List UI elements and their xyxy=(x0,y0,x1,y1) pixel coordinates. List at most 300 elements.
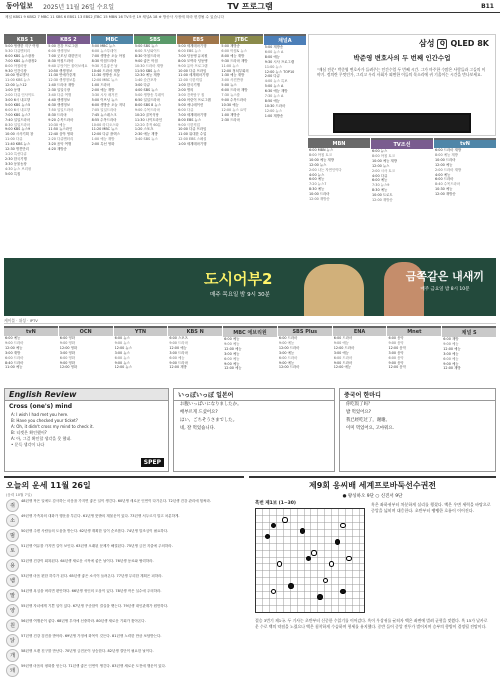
fortune-row xyxy=(4,663,244,678)
program-listing: 10:00 드라마 xyxy=(309,192,330,197)
program-listing: 8:30 아침드라마 xyxy=(134,53,160,58)
program-listing: 8:00 아침 토크 xyxy=(309,152,332,157)
program-listing: 3:00 드라마 xyxy=(169,350,188,355)
tv-schedule-right xyxy=(308,138,496,256)
program-listing: 9:00 좋은 아침 xyxy=(134,58,158,63)
lesson-line: はい、ごちそうさまでした。 xyxy=(180,418,238,423)
program-listing: 11:00 뉴스 xyxy=(221,63,239,68)
page-header xyxy=(0,0,500,13)
channel-name[interactable]: SBS xyxy=(134,36,176,44)
program-listing: 12:00 드라마 xyxy=(278,365,300,370)
channel-column xyxy=(308,138,370,256)
channel-column xyxy=(434,138,496,256)
fortune-note: (음력 10월 7일) xyxy=(6,493,32,497)
program-listing: 5:00 MBC 뉴스 xyxy=(91,44,116,48)
fortune-row xyxy=(4,498,244,513)
channel-column xyxy=(168,326,222,384)
lesson-line: 배부르게 드셨어요? xyxy=(180,410,218,415)
tv-image xyxy=(333,113,471,133)
program-listing: 3:40 다큐 여행 xyxy=(48,93,72,98)
fortune-row xyxy=(4,558,244,573)
program-listing: 10:00 시사기획 창 xyxy=(5,132,34,137)
black-stone xyxy=(306,556,312,562)
black-stone xyxy=(335,539,341,545)
program-listing: 9:00 유아 프로그램 xyxy=(178,63,208,68)
zodiac-animal-icon: 용 xyxy=(6,559,19,572)
japanese-box xyxy=(173,388,335,472)
program-listing: 6:00 아침& 뉴스 xyxy=(221,48,247,53)
white-stone xyxy=(311,550,317,556)
channel-name[interactable]: OCN xyxy=(59,328,113,336)
promo-subtitle: 매주 목요일 밤 9시 30분 xyxy=(210,292,270,298)
channel-column xyxy=(333,326,387,384)
fortune-row xyxy=(4,543,244,558)
program-listing: 6:00 예능 xyxy=(224,356,240,361)
program-listing: 6:00 EBS 뉴스 xyxy=(178,48,202,53)
diagram-label: 흑번 제1보 (1~30) xyxy=(255,501,296,506)
program-listing: 2:00 명의 xyxy=(178,88,194,93)
lesson-line: A: I wish I had met you here. xyxy=(11,412,69,417)
program-listing: 5:00 재방송 xyxy=(264,45,284,49)
program-listing: 1:00 재방송 xyxy=(264,113,284,118)
program-listing: 1:00 한국기행 xyxy=(178,83,200,88)
program-listing: 5:30 다큐멘터리 xyxy=(5,48,31,53)
brand-name: 삼성 xyxy=(418,39,435,48)
channel-column xyxy=(371,138,433,256)
channel-name[interactable]: MBC 에브리원 xyxy=(223,328,277,337)
program-listing: 12:00 재방 xyxy=(443,366,461,371)
lesson-line: 밥 먹었어요? xyxy=(346,410,371,415)
channel-column xyxy=(387,326,441,384)
page-number: B11 xyxy=(481,2,494,10)
program-listing: 12:00 EBS 스페셜 xyxy=(178,137,207,142)
english-phrase: Cross (one's) mind xyxy=(9,403,73,410)
channel-name[interactable]: EBS xyxy=(177,36,219,44)
program-listing: 11:50 SBS 뉴스 xyxy=(134,68,160,73)
ad-body: "재심 전문" 박준영 변호사가 들려주는 인간수업 두 번째 시간. 그가 마주한 수많은 사람들과 그들의 이야기. 정의란 무엇인가, 그리고 우리 사회가 외면한 이들의 목소리에 귀 기울이는 시간을 만나보세요. xyxy=(317,67,486,78)
program-listing: 12:20 추적 60분 xyxy=(134,122,161,127)
program-listing: 8:00 아침 토크 xyxy=(372,153,395,158)
white-stone xyxy=(282,517,288,523)
promo-right xyxy=(406,270,484,296)
program-listing: 2:30 드라마 xyxy=(221,117,240,122)
program-listing: 10:30 드라마 재방 xyxy=(134,63,164,68)
channel-name[interactable]: tvN xyxy=(4,328,58,336)
program-listing: 7:00 생방송 오늘 아침 xyxy=(91,53,126,58)
fortune-text: 55년생 자녀에게 기쁜 일이 있다. 67년생 꾸준함이 결실을 맺는다. 79년생 대인관계가 원만하다. xyxy=(21,604,169,608)
program-listing: 6:00 드라마 xyxy=(278,355,298,360)
fortune-row xyxy=(4,603,244,618)
program-listing: 10:00 다큐 프라임 xyxy=(178,127,207,132)
program-listing: 7:45 뉴스데스크 xyxy=(91,112,117,117)
program-listing: 3:00 예능 xyxy=(278,350,295,355)
spep-badge: SPEP xyxy=(141,458,164,467)
fortune-title: 오늘의 운세 11월 26일 xyxy=(6,481,91,490)
program-listing: 1:20 스포츠 xyxy=(134,127,154,132)
program-listing: 12:30 명견만리 xyxy=(5,147,29,152)
program-listing: 9:20 수목드라마 xyxy=(48,117,74,122)
black-stone xyxy=(317,594,323,600)
black-stone xyxy=(265,534,271,540)
program-listing: 12:00 뉴스 xyxy=(114,345,132,350)
program-listing: 9:00 음악 xyxy=(388,340,404,345)
program-listing: 12:00 재방 xyxy=(169,365,187,370)
program-listing: 11:00 세계테마기행 xyxy=(178,73,209,78)
program-listing: 11:00 다큐 xyxy=(5,137,23,142)
product-name: QLED 8K xyxy=(450,39,489,48)
white-stone xyxy=(329,561,335,567)
program-listing: 3:00 재방 xyxy=(5,350,21,355)
program-listing: 6:00 모닝와이드 xyxy=(134,48,160,53)
program-listing: 8:55 수목드라마 xyxy=(91,117,117,122)
program-listing: 6:00 6시 내고향 xyxy=(5,107,31,112)
samsung-ad[interactable] xyxy=(308,34,496,136)
zodiac-animal-icon: 토 xyxy=(6,544,19,557)
program-listing: 9:00 음악 xyxy=(388,360,404,365)
program-listing: 1:00 예능 재방 xyxy=(91,137,115,142)
program-listing: 11:00 위대한 수업 xyxy=(178,132,207,137)
program-listing: 10:30 예능 xyxy=(221,102,239,107)
program-listing: 7:00 굿모닝 대한민국 xyxy=(48,53,81,58)
program-listing: 12:00 재방송 xyxy=(435,192,456,197)
channel-name[interactable]: Mnet xyxy=(387,328,441,336)
program-listing: 12:00 뉴스 xyxy=(372,163,390,168)
program-listing: 6:00 예능 xyxy=(309,177,325,182)
program-listing: 2:00 드라마 재방 xyxy=(435,167,462,172)
channel-column xyxy=(4,326,58,384)
channel-column xyxy=(4,34,46,256)
program-listing: 9:00 수목드라마 xyxy=(221,97,247,102)
program-listing: 12:00 뉴스 xyxy=(114,365,132,370)
program-listing: 6:00 뉴스 xyxy=(372,149,388,153)
program-listing: 1:00 세계테마기행 xyxy=(178,142,207,147)
program-listing: 9:30 시사 프로그램 xyxy=(264,59,295,64)
program-listing: 3:30 시사 매거진 xyxy=(91,93,118,98)
program-listing: 9:00 영화 xyxy=(59,360,76,365)
program-listing: 3:00 음악 xyxy=(388,350,404,355)
program-listing: 12:00 정치부회의 xyxy=(221,68,249,73)
program-listing: 6:00 생생정보 xyxy=(48,48,71,53)
program-listing: 11:00 뉴스 xyxy=(264,64,283,69)
fortune-section xyxy=(4,476,244,687)
baduk-title: 제9회 응씨배 세계프로바둑선수권전 xyxy=(308,481,437,490)
program-listing: 6:00 생방송 오늘 저녁 xyxy=(91,102,126,107)
program-listing: 2:00 특선 영화 xyxy=(91,142,115,147)
program-listing: 10:00 드라마 xyxy=(435,157,456,162)
lesson-line: 이미 먹었어요, 고마워요. xyxy=(346,426,394,431)
program-listing: 2:20 다큐멘터리 xyxy=(48,137,74,142)
lesson-line: 네, 잘 먹었습니다. xyxy=(180,426,216,431)
program-listing: 3:00 다큐 xyxy=(134,83,151,88)
program-listing: 8:30 일일드라마 xyxy=(5,122,31,127)
program-listing: 11:00 예능 xyxy=(5,365,23,370)
program-listing: 6:00 예능 xyxy=(169,355,185,360)
ad-brand xyxy=(419,38,489,49)
program-listing: 8:00 예능 재방 xyxy=(435,152,458,157)
program-listing: 5:00 건강 프로그램 xyxy=(48,44,78,48)
program-listing: 10:20 골목식당 xyxy=(134,112,159,117)
fortune-text: 48년생 작은 일에도 감사하는 마음을 가지면 좋은 일이 생긴다. 60년생 새로운 인연이 다가온다. 72년생 건강 관리에 힘써라. xyxy=(21,499,212,503)
program-listing: 9:00 극한직업 xyxy=(178,122,200,127)
program-listing: 9:00 KBS 뉴스9 xyxy=(5,127,31,132)
channel-column xyxy=(278,326,332,384)
program-listing: 6:00 MBN 뉴스 xyxy=(309,148,334,152)
program-listing: 12:00 예능 xyxy=(224,366,242,371)
fortune-row xyxy=(4,528,244,543)
publish-date: 2025년 11월 26일 수요일 xyxy=(43,3,115,11)
zodiac-animal-icon: 범 xyxy=(6,529,19,542)
fortune-row xyxy=(4,573,244,588)
program-listing: 6:00 음악 xyxy=(388,336,404,340)
program-listing: 7:05 일일드라마 xyxy=(91,107,117,112)
program-listing: 7:30 뉴스9 xyxy=(372,183,390,188)
program-listing: 6:00 드라마 xyxy=(333,336,353,340)
program-listing: 8:00 예능 재방 xyxy=(221,53,245,58)
program-listing: 12:00 뉴스 요약 xyxy=(221,107,247,112)
program-listing: 9:30 인간극장 xyxy=(5,68,27,73)
program-listing: 10:30 예능 xyxy=(48,122,66,127)
fortune-text: 59년생 마음의 평화를 얻는다. 71년생 좋은 인연이 생긴다. 83년생 새로운 도전에 행운이 있다. xyxy=(21,664,167,668)
program-listing: 6:30 예능 재방 xyxy=(264,89,288,94)
program-listing: 1:00 동행 xyxy=(5,88,21,93)
program-listing: 9:00 수목드라마 xyxy=(134,107,160,112)
program-listing: 12:00 뉴스 xyxy=(264,108,283,113)
program-listing: 6:00 뉴스투데이 xyxy=(91,48,117,53)
program-listing: 6:00 뉴스 A xyxy=(264,49,284,54)
channel-name[interactable]: YTN xyxy=(114,328,168,336)
program-listing: 7:20 뉴스7 xyxy=(309,182,327,187)
program-listing: 6:00 예능 xyxy=(5,336,21,340)
channel-name[interactable]: KBS 1 xyxy=(4,36,46,44)
program-listing: 7:00 KBS 뉴스7 xyxy=(5,112,31,117)
program-listing: 2:30 예능 재방 xyxy=(134,132,158,137)
program-listing: 10:40 드라마 재방 xyxy=(91,68,120,73)
program-listing: 2:00 시사 토크 xyxy=(372,168,395,173)
channel-column xyxy=(91,34,133,256)
program-listing: 11:30 생방송 오늘 xyxy=(91,73,120,78)
program-listing: 8:40 드라마 xyxy=(5,360,24,365)
program-listing: 6:00 드라마 xyxy=(333,355,353,360)
fortune-row xyxy=(4,588,244,603)
program-listing: 1:40 순간포착 xyxy=(134,78,157,83)
fortune-text: 53년생 마음 편한 하루가 된다. 65년생 좋은 소식이 들려온다. 77년생 무리한 계획은 피하라. xyxy=(21,574,163,578)
english-review-box xyxy=(4,388,169,472)
program-listing: 6:00 드라마 재방 xyxy=(435,148,462,152)
program-listing: 5:00 생생한 지구 여행 xyxy=(5,44,39,48)
host-photo xyxy=(304,264,364,316)
program-listing: 9:30 기분좋은 날 xyxy=(91,63,118,68)
program-listing: 5:00 뉴스 A xyxy=(264,84,284,89)
baduk-text: 결승 3번기 제1국. 두 기사는 초반부터 신중한 수읽기를 이어갔다. 흑이 우상귀를 굳히자 백은 좌변에 벌려 균형을 맞췄다. 흑 15가 날카로운 수로 백의 약점을 노렸으나 백은 침착하게 수습하며 형세를 유지했다. 중반 들어 중앙 전투가 벌어지며 승부의 향방이 결정될 전망이다. xyxy=(255,618,488,629)
fortune-text: 49년생 가족과의 대화가 행운을 부른다. 61년생 뜻밖의 재물운이 있다. 73년생 서두르지 말고 차분하게. xyxy=(21,514,180,518)
program-listing: 11:00 KBS 뉴스 xyxy=(5,78,31,83)
program-listing: 12:30 생생정보통 xyxy=(48,78,76,83)
program-listing: 8:30 예능 xyxy=(372,188,388,193)
program-listing: 7:50 일일드라마 xyxy=(48,107,74,112)
program-listing: 1:30 예능 재방 xyxy=(221,73,245,78)
program-listing: 2:00 다큐 xyxy=(264,74,280,79)
program-listing: 6:00 음악 xyxy=(388,355,404,360)
program-listing: 12:00 음악 xyxy=(388,365,406,370)
q-logo-icon: Q xyxy=(437,39,447,49)
white-stone xyxy=(346,556,352,562)
fortune-text: 58년생 오랜 친구를 만난다. 70년생 금전운이 상승한다. 82년생 결단이 필요한 날이다. xyxy=(21,649,154,653)
channel-column xyxy=(177,34,219,256)
program-listing: 8:00 예능 xyxy=(264,54,280,59)
go-board xyxy=(255,508,365,613)
program-listing: 7:00 세계테마기행 xyxy=(178,112,207,117)
program-listing: 9:00 영화 xyxy=(59,340,76,345)
channel-column xyxy=(134,34,176,256)
program-listing: 12:40 심야 영화 xyxy=(48,132,74,137)
program-listing: 6:00 예능 xyxy=(443,356,459,361)
program-listing: 9:00 예능 xyxy=(443,341,459,346)
program-listing: 4:00 뉴스 xyxy=(309,172,325,177)
program-listing: 7:40 일일드라마 xyxy=(5,117,31,122)
channel-name[interactable]: 채널 S xyxy=(442,328,496,337)
program-listing: 6:00 영화 xyxy=(59,336,76,340)
program-listing: 6:00 드라마 재방 xyxy=(221,88,248,93)
program-listing: 12:00 뉴스 TOP10 xyxy=(264,69,295,74)
program-listing: 10:00 생로병사 xyxy=(5,73,29,78)
program-listing: 12:00 뉴스 xyxy=(309,162,327,167)
program-listing: 6:00 재방 xyxy=(443,337,459,341)
program-listing: 7:00 딩동댕 유치원 xyxy=(178,53,208,58)
promo-right-title: 금쪽같은 내새끼 xyxy=(405,270,484,283)
fortune-text: 51년생 여유를 가지면 길이 보인다. 63년생 오래된 문제가 해결된다. 75년생 금전 지출에 주의하라. xyxy=(21,544,173,548)
program-listing: 12:00 예능 xyxy=(333,365,352,370)
black-stone xyxy=(271,523,277,529)
program-listing: 4:00 다큐 xyxy=(372,173,388,178)
fortune-text: 54년생 욕심을 버리면 편안하다. 66년생 귀인의 도움이 있다. 78년생 작은 실수에 주의하라. xyxy=(21,589,162,593)
program-listing: 3:00 예능 xyxy=(333,350,349,355)
program-listing: 12:00 예능 xyxy=(5,345,23,350)
program-listing: 6:00 영화 xyxy=(59,355,76,360)
program-listing: 3:00 사건반장 xyxy=(221,78,244,83)
program-listing: 8:30 아침드라마 xyxy=(48,58,74,63)
program-listing: 9:00 드라마 xyxy=(169,340,188,345)
zodiac-animal-icon: 개 xyxy=(6,649,19,662)
baduk-section xyxy=(249,476,496,687)
program-listing: 12:00 예능 xyxy=(435,162,453,167)
section-title: TV 프로그램 xyxy=(227,1,273,11)
black-stone xyxy=(300,528,306,534)
fortune-text: 52년생 건강이 회복된다. 64년생 새로운 시작에 좋은 날이다. 76년생 동료와 협력하라. xyxy=(21,559,154,563)
lesson-line: A: Oh, it didn't cross my mind to check it. xyxy=(11,424,94,429)
program-listing: 12:30 예능 재방 xyxy=(134,73,160,78)
channel-name[interactable]: KBS N xyxy=(168,328,222,336)
channel-name[interactable]: TV조선 xyxy=(371,140,433,149)
program-listing: 1:00 드라마 xyxy=(91,83,111,88)
cable-header: 케이블 · 위성 · IPTV xyxy=(4,318,496,324)
program-listing: 9:30 드라마 재방 xyxy=(221,58,248,63)
white-stone xyxy=(340,523,346,529)
ad-slogan: 박준영 변호사의 두 번째 인간수업 xyxy=(353,54,451,62)
lesson-line: • 문득 생각이 나다 xyxy=(11,442,45,447)
lesson-line: B: 티켓은 확인했어? xyxy=(11,430,47,435)
channel-name[interactable]: MBC xyxy=(91,36,133,44)
zodiac-animal-icon: 원 xyxy=(6,619,19,632)
program-listing: 4:00 뉴스 특보 xyxy=(264,79,288,84)
fortune-row xyxy=(4,648,244,663)
program-listing: 4:00 SBS 뉴스 xyxy=(134,88,158,93)
baduk-players: ● 왕싱하오 9단 ○ 신진서 9단 xyxy=(342,494,403,499)
channel-column xyxy=(223,326,277,384)
fortune-text: 56년생 여행운이 좋다. 68년생 투자에 신중하라. 80년생 새로운 기회가 찾아온다. xyxy=(21,619,146,623)
lesson-line: 我已经吃过了，谢谢。 xyxy=(346,418,390,423)
program-listing: 12:00 재방송 xyxy=(309,197,330,202)
channel-name[interactable]: MBN xyxy=(308,140,370,148)
zodiac-animal-icon: 닭 xyxy=(6,634,19,647)
program-listing: 9:00 드라마 xyxy=(169,360,188,365)
channel-column xyxy=(114,326,168,384)
program-listing: 12:00 음악 xyxy=(388,345,406,350)
program-listing: 12:00 다큐 플렉스 xyxy=(91,132,120,137)
zodiac-animal-icon: 돼 xyxy=(6,664,19,677)
program-promo-banner[interactable] xyxy=(4,258,496,316)
program-listing: 12:00 극한직업 xyxy=(178,78,203,83)
program-listing: 8:30 드라마 xyxy=(48,112,67,117)
program-listing: 6:00 드라마 xyxy=(278,336,298,340)
black-stone xyxy=(340,589,346,595)
channel-name[interactable]: ENA xyxy=(333,328,387,336)
fortune-text: 50년생 주변 사람들의 도움을 받는다. 62년생 계획한 일이 순조롭다. 74년생 말조심이 필요하다. xyxy=(21,529,169,533)
zodiac-animal-icon: 뱀 xyxy=(6,574,19,587)
channel-column xyxy=(220,34,262,256)
program-listing: 6:00 스포츠 xyxy=(169,336,188,340)
program-listing: 12:00 예능 xyxy=(443,346,461,351)
zodiac-animal-icon: 쥐 xyxy=(6,499,19,512)
channel-name[interactable]: 채널A xyxy=(264,36,306,45)
program-listing: 12:00 영화 xyxy=(59,345,78,350)
zodiac-animal-icon: 양 xyxy=(6,604,19,617)
fortune-row xyxy=(4,633,244,648)
program-listing: 10:00 트로트 xyxy=(372,193,393,198)
program-listing: 12:00 재방송 xyxy=(372,198,393,203)
program-listing: 9:00 예능 xyxy=(224,361,240,366)
channel-name[interactable]: KBS 2 xyxy=(47,36,89,44)
channel-name[interactable]: tvN xyxy=(434,140,496,148)
program-listing: 5:00 생방송 투데이 xyxy=(134,93,165,98)
chinese-box xyxy=(339,388,496,472)
program-listing: 11:40 KBS 뉴스 xyxy=(5,142,31,147)
program-listing: 9:00 뉴스 xyxy=(114,360,130,365)
lesson-line: A: 아, 그걸 확인할 생각을 못 했네. xyxy=(11,436,72,441)
channel-name[interactable]: SBS Plus xyxy=(278,328,332,336)
channel-name[interactable]: JTBC xyxy=(220,36,262,44)
program-listing: 12:00 드라마 xyxy=(278,345,300,350)
lesson-line: お腹いっぱいになりましたか。 xyxy=(180,402,242,407)
program-listing: 8:40 수목드라마 xyxy=(435,182,461,187)
program-listing: 9:00 예능 xyxy=(278,340,295,345)
program-listing: 3:00 영화 xyxy=(59,350,76,355)
program-listing: 9:00 예능 xyxy=(443,361,459,366)
program-listing: 3:00 6시 내고향 xyxy=(5,97,31,102)
program-listing: 11:20 MBC 뉴스 xyxy=(91,127,118,132)
fortune-text: 57년생 건강 검진을 받아라. 69년생 가정에 화목이 깃든다. 81년생 노력한 만큼 보답받는다. xyxy=(21,634,162,638)
program-listing: 3:00 예능 xyxy=(224,351,240,356)
program-listing: 7:00 KBS 뉴스광장2 xyxy=(5,58,37,63)
program-listing: 10:00 다큐 프라임 xyxy=(178,68,207,73)
program-listing: 12:00 예능 xyxy=(169,345,187,350)
program-listing: 1:20 특선다큐 xyxy=(5,151,27,156)
program-listing: 2:30 한국기행 xyxy=(5,156,27,161)
program-listing: 2:00 예능 재방 xyxy=(91,88,115,93)
program-listing: 6:00 예능 xyxy=(372,178,388,183)
newspaper-name: 동아일보 xyxy=(6,2,34,10)
program-listing: 3:30 동물농장 xyxy=(5,161,27,166)
japanese-title: いっぽいっぽ 일본어 xyxy=(174,389,334,401)
